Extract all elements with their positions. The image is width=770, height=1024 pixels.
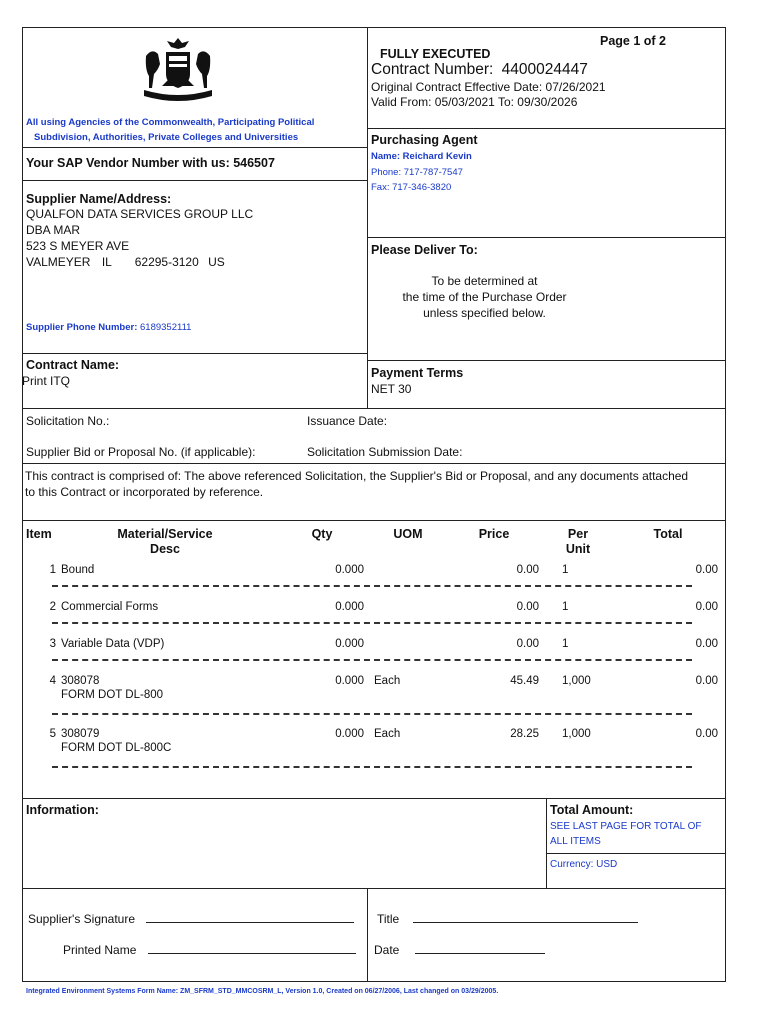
item-number: 5 [49, 728, 56, 740]
item-per-unit: 1,000 [562, 728, 591, 740]
pennsylvania-coat-of-arms-icon [140, 36, 216, 102]
supplier-dba: DBA MAR [26, 223, 81, 237]
item-number: 4 [49, 675, 56, 687]
item-uom: Each [374, 728, 401, 740]
date-label: Date [374, 943, 400, 957]
item-price: 0.00 [516, 638, 539, 650]
agencies-note-line1: All using Agencies of the Commonwealth, Participating Political [26, 117, 315, 128]
col-header-total: Total [653, 527, 683, 541]
item-total: 0.00 [695, 601, 718, 613]
comprised-text-line1: This contract is comprised of: The above referenced Solicitation, the Supplier's Bid or Proposal, and any documents attached [25, 469, 689, 483]
supplier-signature-label: Supplier's Signature [28, 912, 136, 926]
deliver-to-label: Please Deliver To: [371, 243, 478, 257]
submission-date-label: Solicitation Submission Date: [307, 445, 463, 459]
col-header-price: Price [478, 527, 510, 541]
issuance-date-label: Issuance Date: [307, 414, 388, 428]
items-top-rule [22, 520, 726, 521]
total-amount-divider [546, 798, 547, 889]
col-header-per-line1: Per [567, 527, 589, 541]
item-price: 0.00 [516, 564, 539, 576]
contract-status: FULLY EXECUTED [380, 47, 491, 61]
col-header-desc-line1: Material/Service [117, 527, 213, 541]
contract-number: 4400024447 [501, 61, 588, 78]
signature-divider [367, 888, 368, 982]
effective-date: Original Contract Effective Date: 07/26/2021 [371, 80, 606, 94]
item-per-unit: 1 [562, 564, 569, 576]
supplier-state: IL [101, 255, 112, 269]
agencies-note-line2: Subdivision, Authorities, Private Colleges and Universities [34, 132, 299, 143]
col-header-item: Item [26, 527, 52, 541]
date-row [374, 942, 545, 957]
item-number: 3 [49, 638, 56, 650]
comprised-text-line2: to this Contract or incorporated by reference. [25, 485, 264, 499]
signature-top-rule [22, 888, 726, 889]
col-header-desc-line2: Desc [150, 542, 180, 556]
item-description: Bound [61, 564, 95, 576]
page-indicator: Page 1 of 2 [600, 34, 666, 48]
row-separator [52, 713, 692, 715]
coat-of-arms-logo [140, 36, 216, 102]
purchasing-agent-label: Purchasing Agent [371, 133, 478, 147]
row-separator [52, 659, 692, 661]
contract-name-value: Print ITQ [22, 374, 71, 388]
date-field[interactable] [415, 942, 545, 954]
title-label: Title [377, 912, 400, 926]
title-row [377, 911, 638, 926]
contract-number-label: Contract Number: [371, 61, 494, 78]
item-qty: 0.000 [335, 564, 364, 576]
total-amount-label: Total Amount: [550, 803, 634, 817]
item-description-detail: FORM DOT DL-800 [61, 689, 164, 701]
item-number: 2 [49, 601, 56, 613]
total-amount-note-line1: SEE LAST PAGE FOR TOTAL OF [550, 821, 702, 832]
supplier-phone: 6189352111 [140, 322, 192, 333]
col-header-per-line2: Unit [565, 542, 591, 556]
printed-name-field[interactable] [148, 942, 356, 954]
item-per-unit: 1 [562, 638, 569, 650]
header-column-divider [367, 27, 368, 408]
item-description: Variable Data (VDP) [61, 638, 165, 650]
row-separator [52, 766, 692, 768]
col-header-qty: Qty [311, 527, 333, 541]
comprised-top-rule [22, 463, 726, 464]
deliver-to-top-rule [367, 237, 726, 238]
payment-terms-value: NET 30 [371, 382, 412, 396]
item-qty: 0.000 [335, 728, 364, 740]
item-price: 0.00 [516, 601, 539, 613]
item-description-detail: FORM DOT DL-800C [61, 742, 172, 754]
item-description: Commercial Forms [61, 601, 159, 613]
bid-proposal-label: Supplier Bid or Proposal No. (if applicable): [26, 445, 256, 459]
item-total: 0.00 [695, 564, 718, 576]
supplier-signature-row [28, 911, 354, 926]
item-qty: 0.000 [335, 601, 364, 613]
title-field[interactable] [413, 911, 638, 923]
item-total: 0.00 [695, 728, 718, 740]
valid-range: Valid From: 05/03/2021 To: 09/30/2026 [371, 95, 578, 109]
purchasing-agent-name: Name: Reichard Kevin [371, 151, 472, 162]
payment-terms-top-rule [367, 360, 726, 361]
information-top-rule [22, 798, 726, 799]
item-per-unit: 1,000 [562, 675, 591, 687]
item-description: 308078 [61, 675, 100, 687]
currency: Currency: USD [550, 859, 618, 870]
vendor-number: Your SAP Vendor Number with us: 546507 [26, 156, 275, 170]
item-description: 308079 [61, 728, 100, 740]
vendor-number-top-rule [22, 147, 367, 148]
deliver-to-line3: unless specified below. [423, 306, 546, 320]
supplier-bottom-rule [22, 353, 367, 354]
item-uom: Each [374, 675, 401, 687]
row-separator [52, 622, 692, 624]
supplier-city-line [26, 255, 225, 269]
supplier-signature-field[interactable] [146, 911, 354, 923]
item-qty: 0.000 [335, 675, 364, 687]
printed-name-row [63, 942, 356, 957]
currency-top-rule [546, 853, 726, 854]
solicitation-number-label: Solicitation No.: [26, 414, 110, 428]
col-header-uom: UOM [393, 527, 423, 541]
contract-name-label: Contract Name: [26, 358, 120, 372]
item-number: 1 [49, 564, 56, 576]
item-price: 28.25 [510, 728, 539, 740]
item-total: 0.00 [695, 675, 718, 687]
item-qty: 0.000 [335, 638, 364, 650]
item-per-unit: 1 [562, 601, 569, 613]
contract-number-line [371, 61, 588, 79]
printed-name-label: Printed Name [63, 943, 137, 957]
supplier-zip: 62295-3120 [134, 255, 199, 269]
supplier-phone-label: Supplier Phone Number: [26, 322, 138, 333]
supplier-city: VALMEYER [26, 255, 91, 269]
purchasing-agent-top-rule [367, 128, 726, 129]
purchasing-agent-phone: Phone: 717-787-7547 [371, 167, 463, 178]
deliver-to-line1: To be determined at [431, 274, 538, 288]
item-total: 0.00 [695, 638, 718, 650]
supplier-street: 523 S MEYER AVE [26, 239, 130, 253]
supplier-phone-line [26, 322, 191, 333]
purchasing-agent-fax: Fax: 717-346-3820 [371, 182, 452, 193]
payment-terms-label: Payment Terms [371, 366, 464, 380]
solicitation-top-rule [22, 408, 726, 409]
row-separator [52, 585, 692, 587]
total-amount-note-line2: ALL ITEMS [550, 836, 601, 847]
supplier-label: Supplier Name/Address: [26, 192, 172, 206]
item-price: 45.49 [510, 675, 539, 687]
form-footer: Integrated Environment Systems Form Name: ZM_SFRM_STD_MMCOSRM_L, Version 1.0, Created on 06/27/2006, Last changed on 03/29/2005. [26, 988, 499, 995]
information-label: Information: [26, 803, 99, 817]
supplier-country: US [208, 255, 225, 269]
deliver-to-line2: the time of the Purchase Order [402, 290, 567, 304]
vendor-number-bottom-rule [22, 180, 367, 181]
supplier-name: QUALFON DATA SERVICES GROUP LLC [26, 207, 254, 221]
